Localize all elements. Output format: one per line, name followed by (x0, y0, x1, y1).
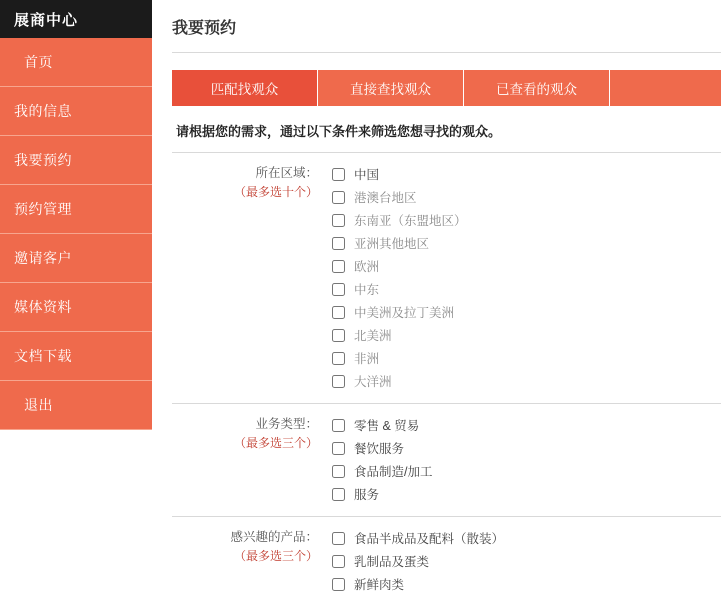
sidebar-item-label: 预约管理 (14, 201, 72, 217)
option-row[interactable] (332, 484, 721, 504)
tab-label: 直接查找观众 (350, 82, 431, 97)
business-type-checkbox[interactable] (332, 419, 345, 432)
sidebar-item-label: 邀请客户 (14, 250, 72, 266)
sidebar-item-my-info[interactable] (0, 87, 152, 136)
sidebar-item-invite-clients[interactable] (0, 234, 152, 283)
sidebar-item-label: 文档下载 (14, 348, 72, 364)
option-row[interactable] (332, 187, 721, 207)
option-row[interactable] (332, 348, 721, 368)
section-label-region (172, 164, 332, 394)
sidebar (0, 0, 152, 573)
region-options (332, 164, 721, 394)
region-checkbox[interactable] (332, 352, 345, 365)
product-checkbox[interactable] (332, 532, 345, 545)
section-limit-text: （最多选三个） (233, 436, 318, 451)
option-label: 乳制品及蛋类 (354, 555, 430, 569)
business-type-options (332, 415, 721, 507)
region-checkbox[interactable] (332, 214, 345, 227)
option-row[interactable] (332, 574, 721, 594)
region-checkbox[interactable] (332, 168, 345, 181)
option-label: 欧洲 (354, 260, 380, 274)
option-label: 食品半成品及配料（散装） (354, 532, 505, 546)
section-limit-text: （最多选十个） (233, 185, 318, 200)
option-label: 亚洲其他地区 (354, 237, 430, 251)
section-business-type (172, 404, 721, 516)
section-products (172, 517, 721, 606)
tab-viewed-audience[interactable] (464, 70, 610, 106)
option-label: 港澳台地区 (354, 191, 417, 205)
option-row[interactable] (332, 233, 721, 253)
option-label: 餐饮服务 (354, 442, 405, 456)
intro-text: 请根据您的需求，通过以下条件来筛选您想寻找的观众。 (176, 124, 502, 139)
sidebar-item-document-download[interactable] (0, 332, 152, 381)
option-row[interactable] (332, 279, 721, 299)
option-row[interactable] (332, 325, 721, 345)
sidebar-item-label: 首页 (24, 54, 53, 70)
section-label-text: 感兴趣的产品： (230, 530, 318, 544)
page-title: 我要预约 (172, 20, 237, 37)
section-label-text: 所在区域： (255, 166, 318, 180)
main-content (152, 0, 721, 592)
sidebar-item-appointment-management[interactable] (0, 185, 152, 234)
product-checkbox[interactable] (332, 555, 345, 568)
option-row[interactable] (332, 210, 721, 230)
region-checkbox[interactable] (332, 375, 345, 388)
region-checkbox[interactable] (332, 306, 345, 319)
brand-title: 展商中心 (0, 0, 152, 38)
option-label: 北美洲 (354, 329, 392, 343)
tab-match-audience[interactable] (172, 70, 318, 106)
region-checkbox[interactable] (332, 329, 345, 342)
sidebar-item-logout[interactable] (0, 381, 152, 430)
title-divider (172, 52, 721, 53)
business-type-checkbox[interactable] (332, 488, 345, 501)
region-checkbox[interactable] (332, 260, 345, 273)
option-label: 东南亚（东盟地区） (354, 214, 467, 228)
sidebar-item-media-materials[interactable] (0, 283, 152, 332)
business-type-checkbox[interactable] (332, 442, 345, 455)
sidebar-item-label: 媒体资料 (14, 299, 72, 315)
section-label-business-type (172, 415, 332, 507)
sidebar-item-label: 退出 (24, 397, 53, 413)
section-label-text: 业务类型： (255, 417, 318, 431)
option-label: 中东 (354, 283, 380, 297)
region-checkbox[interactable] (332, 191, 345, 204)
tab-label: 已查看的观众 (496, 82, 577, 97)
tab-bar-filler (610, 70, 721, 106)
option-label: 中美洲及拉丁美洲 (354, 306, 455, 320)
sidebar-nav (0, 38, 152, 430)
option-row[interactable] (332, 302, 721, 322)
tab-label: 匹配找观众 (210, 82, 279, 97)
option-row[interactable] (332, 256, 721, 276)
option-label: 新鲜肉类 (354, 578, 405, 592)
option-label: 中国 (354, 168, 380, 182)
sidebar-item-label: 我的信息 (14, 103, 72, 119)
option-row[interactable] (332, 164, 721, 184)
option-row[interactable] (332, 371, 721, 391)
option-row[interactable] (332, 528, 721, 548)
sidebar-item-home[interactable] (0, 38, 152, 87)
section-label-products (172, 528, 332, 597)
section-region (172, 153, 721, 403)
tab-search-audience[interactable] (318, 70, 464, 106)
option-label: 零售 & 贸易 (354, 419, 420, 433)
option-label: 大洋洲 (354, 375, 392, 389)
option-label: 服务 (354, 488, 380, 502)
sidebar-item-make-appointment[interactable] (0, 136, 152, 185)
sidebar-item-label: 我要预约 (14, 152, 72, 168)
option-row[interactable] (332, 438, 721, 458)
tab-bar (172, 70, 721, 106)
product-checkbox[interactable] (332, 578, 345, 591)
option-label: 食品制造/加工 (354, 465, 433, 479)
region-checkbox[interactable] (332, 237, 345, 250)
region-checkbox[interactable] (332, 283, 345, 296)
option-row[interactable] (332, 461, 721, 481)
option-label: 非洲 (354, 352, 380, 366)
option-row[interactable] (332, 415, 721, 435)
sidebar-filler (0, 430, 152, 573)
option-row[interactable] (332, 551, 721, 571)
business-type-checkbox[interactable] (332, 465, 345, 478)
section-limit-text: （最多选三个） (233, 549, 318, 564)
product-options (332, 528, 721, 597)
